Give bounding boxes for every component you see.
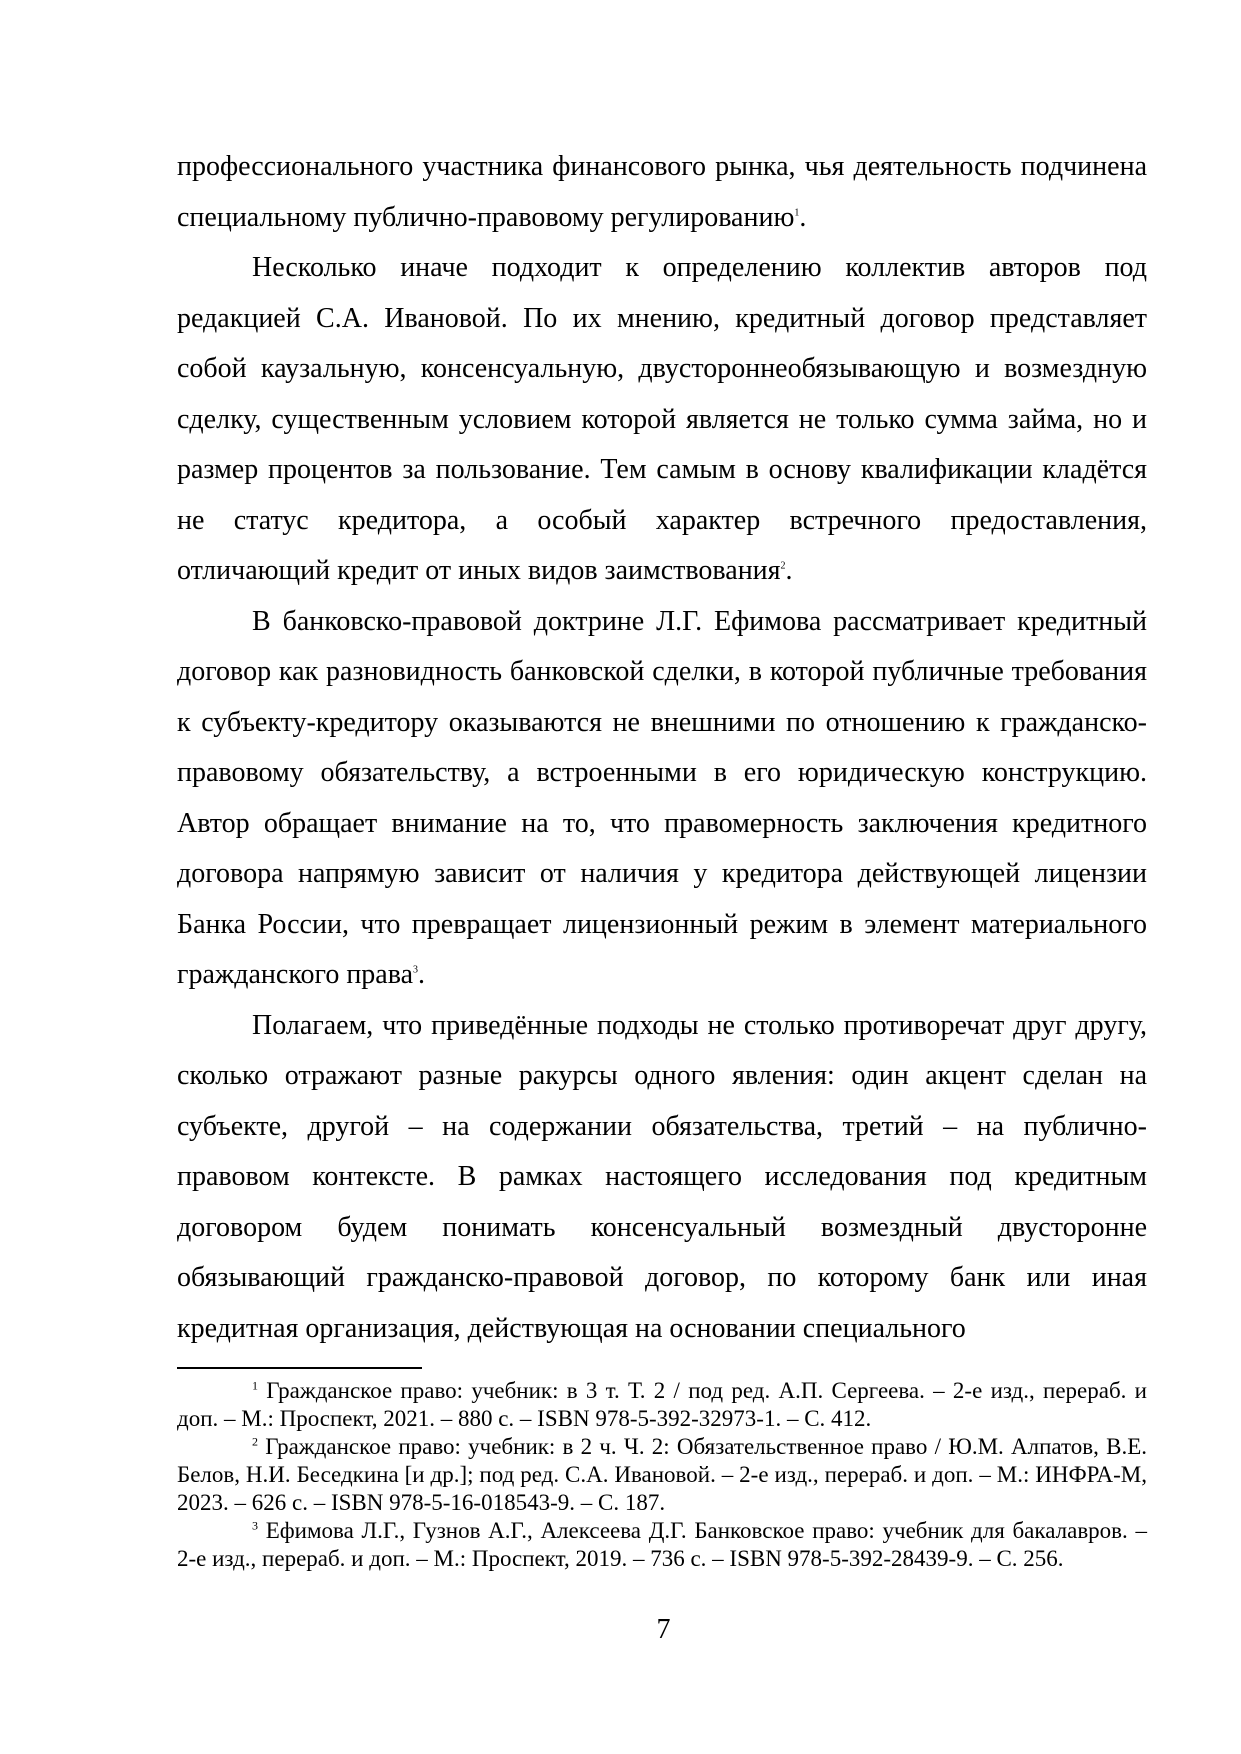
- paragraph-text: Несколько иначе подходит к определению коллектив авторов под редакцией С.А. Ивановой. По их мнению, кредитный договор представляет собой каузальную, консенсуальную, двустороннеобязывающую и возмездную сделку, существенным условием которой является не только сумма займа, но и размер процентов за пользование. Тем самым в основу квалификации кладётся не статус кредитора, а особый характер встречного предоставления, отличающий кредит от иных видов заимствования: [177, 252, 1147, 586]
- paragraph-end-punctuation: .: [785, 555, 793, 586]
- page-number: 7: [656, 1614, 671, 1645]
- footnote: [177, 1517, 1147, 1573]
- footnote-number: 2: [252, 1434, 258, 1449]
- main-text: [177, 142, 1147, 1354]
- paragraph: [177, 1001, 1147, 1355]
- paragraph-end-punctuation: .: [418, 959, 426, 990]
- paragraph-continued: [177, 142, 1147, 243]
- paragraph-text: профессионального участника финансового рынка, чья деятельность подчинена специальному публично-правовому регулированию: [177, 151, 1147, 233]
- footnote-reference[interactable]: 1: [794, 207, 800, 219]
- footnote: [177, 1377, 1147, 1433]
- footnote-text: Гражданское право: учебник: в 2 ч. Ч. 2: Обязательственное право / Ю.М. Алпатов, В.Е. Белов, Н.И. Беседкина [и др.]; под ред. С.А. Ивановой. – 2-е изд., перераб. и доп. – М.: ИНФРА-М, 2023. – 626 с. – ISBN 978-5-16-018543-9. – С. 187.: [177, 1434, 1147, 1515]
- footnote-number: 3: [252, 1518, 258, 1533]
- footnote-number: 1: [252, 1378, 258, 1393]
- paragraph: [177, 243, 1147, 597]
- footnote: [177, 1433, 1147, 1517]
- footnotes: [177, 1377, 1147, 1573]
- paragraph: [177, 597, 1147, 1001]
- footnote-reference[interactable]: 3: [413, 964, 419, 976]
- footnote-text: Ефимова Л.Г., Гузнов А.Г., Алексеева Д.Г. Банковское право: учебник для бакалавров. – 2-е изд., перераб. и доп. – М.: Проспект, 2019. – 736 с. – ISBN 978-5-392-28439-9. – С. 256.: [177, 1518, 1147, 1571]
- footnote-reference[interactable]: 2: [780, 560, 786, 572]
- footnote-separator: [177, 1367, 422, 1369]
- paragraph-text: Полагаем, что приведённые подходы не столько противоречат друг другу, сколько отражают разные ракурсы одного явления: один акцент сделан на субъекте, другой – на содержании обязательства, третий – на публично-правовом контексте. В рамках настоящего исследования под кредитным договором будем понимать консенсуальный возмездный двусторонне обязывающий гражданско-правовой договор, по которому банк или иная кредитная организация, действующая на основании специального: [177, 1009, 1147, 1344]
- paragraph-text: В банковско-правовой доктрине Л.Г. Ефимова рассматривает кредитный договор как разновидность банковской сделки, в которой публичные требования к субъекту-кредитору оказываются не внешними по отношению к гражданско-правовому обязательству, а встроенными в его юридическую конструкцию. Автор обращает внимание на то, что правомерность заключения кредитного договора напрямую зависит от наличия у кредитора действующей лицензии Банка России, что превращает лицензионный режим в элемент материального гражданского права: [177, 605, 1147, 990]
- footnote-text: Гражданское право: учебник: в 3 т. Т. 2 / под ред. А.П. Сергеева. – 2-е изд., перераб. и доп. – М.: Проспект, 2021. – 880 с. – ISBN 978-5-392-32973-1. – С. 412.: [177, 1378, 1147, 1431]
- paragraph-end-punctuation: .: [799, 201, 807, 233]
